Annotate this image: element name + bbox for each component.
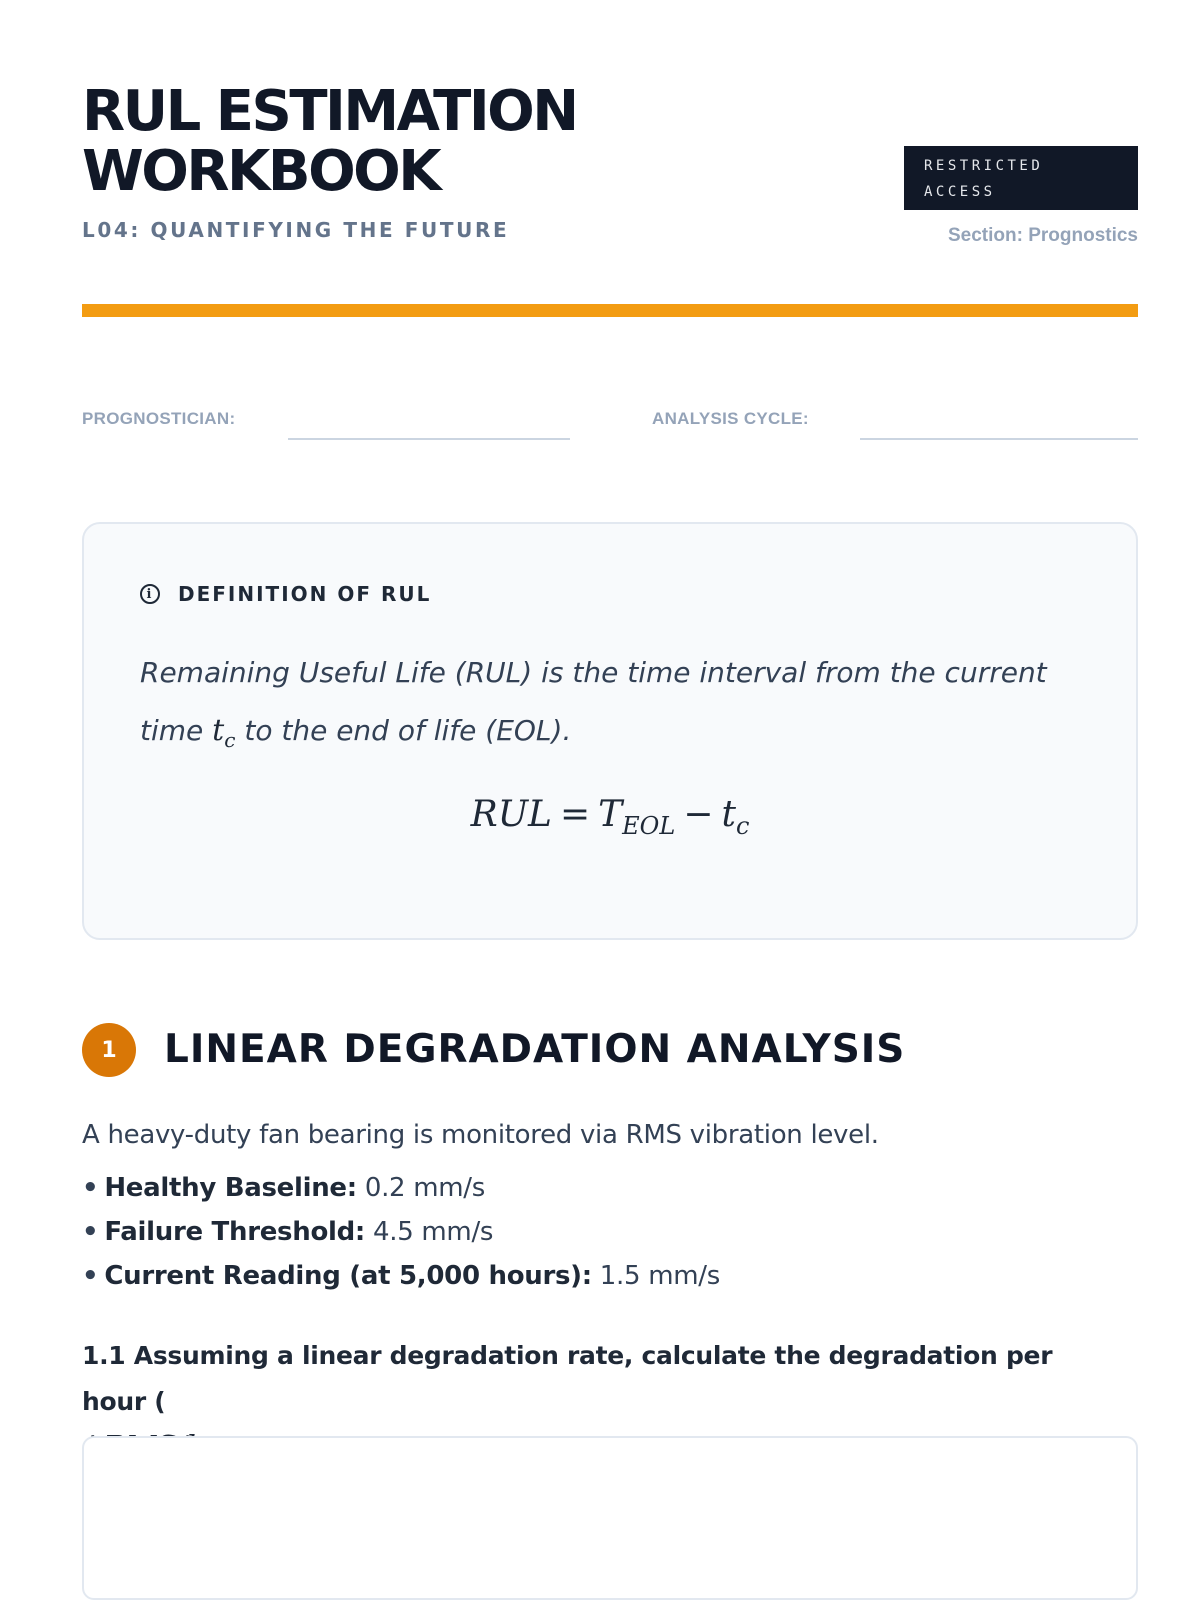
tc-symbol-t: t (212, 713, 225, 748)
definition-heading (140, 582, 431, 606)
bullet-dot: • (82, 1261, 99, 1291)
question-text-part1: 1.1 Assuming a linear degradation rate, calculate the degradation per hour ( (82, 1341, 1053, 1416)
list-item (82, 1166, 720, 1210)
definition-heading-text: DEFINITION OF RUL (178, 582, 432, 606)
list-item-value: 1.5 mm/s (591, 1261, 720, 1291)
formula-minus: − (683, 794, 714, 835)
restricted-access-badge (904, 146, 1138, 210)
rul-formula (84, 794, 1136, 840)
definition-text (140, 644, 1080, 769)
formula-lhs: RUL (470, 794, 552, 835)
page-subtitle: L04: QUANTIFYING THE FUTURE (82, 218, 510, 242)
formula-T: T (598, 794, 623, 835)
answer-box-1-1[interactable] (82, 1436, 1138, 1600)
analysis-cycle-label: ANALYSIS CYCLE: (652, 409, 809, 428)
list-item (82, 1254, 720, 1298)
badge-line-2: ACCESS (924, 184, 996, 200)
formula-T-sub: EOL (622, 812, 676, 841)
list-item (82, 1210, 720, 1254)
prognostician-label: PROGNOSTICIAN: (82, 409, 236, 428)
definition-text-part2: to the end of life (EOL). (235, 714, 572, 747)
list-item-label: Current Reading (at 5,000 hours): (104, 1261, 592, 1291)
section-tag: Section: Prognostics (947, 225, 1138, 246)
header-divider (82, 304, 1138, 317)
list-item-label: Healthy Baseline: (104, 1173, 357, 1203)
section-title: LINEAR DEGRADATION ANALYSIS (164, 1027, 906, 1072)
section-intro: A heavy-duty fan bearing is monitored via RMS vibration level. (82, 1120, 879, 1150)
spec-list (82, 1166, 720, 1298)
formula-t-sub: c (735, 812, 750, 841)
definition-text-part1: Remaining Useful Life (RUL) is the time interval from the current time (140, 656, 1047, 747)
formula-equals: = (559, 794, 591, 835)
bullet-dot: • (82, 1217, 99, 1247)
formula-t: t (721, 794, 736, 835)
workbook-page (82, 0, 1138, 1600)
definition-box (82, 522, 1138, 940)
title-line-1: RUL ESTIMATION (82, 79, 577, 144)
badge-line-1: RESTRICTED (924, 158, 1044, 174)
list-item-label: Failure Threshold: (104, 1217, 366, 1247)
info-icon: i (140, 584, 160, 604)
list-item-value: 0.2 mm/s (356, 1173, 485, 1203)
list-item-value: 4.5 mm/s (365, 1217, 494, 1247)
section-number-badge: 1 (82, 1023, 136, 1077)
page-title (82, 79, 782, 204)
bullet-dot: • (82, 1173, 99, 1203)
prognostician-field[interactable] (288, 438, 570, 440)
tc-symbol-sub: c (224, 728, 236, 752)
analysis-cycle-field[interactable] (860, 438, 1138, 440)
title-line-2: WORKBOOK (82, 139, 440, 204)
tc-symbol (212, 713, 236, 752)
